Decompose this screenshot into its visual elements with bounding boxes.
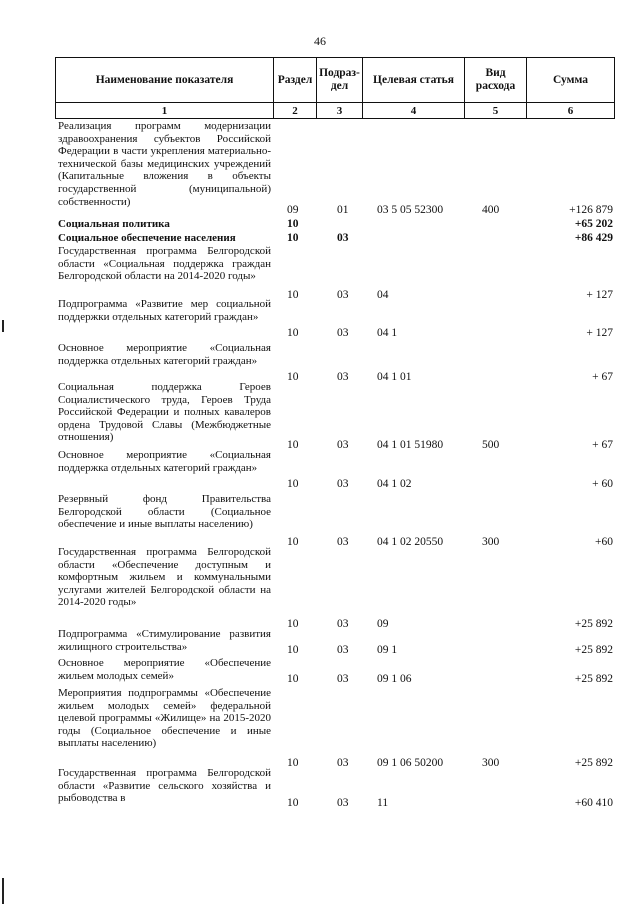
- row-razdel: 10: [287, 478, 299, 490]
- row-summa: +86 429: [574, 232, 613, 244]
- header-vid: Вид расхода: [464, 57, 527, 103]
- row-razdel: 10: [287, 797, 299, 809]
- scan-artifact: [2, 320, 4, 332]
- row-razdel: 10: [287, 439, 299, 451]
- row-podrazdel: 03: [337, 232, 349, 244]
- row-statya: 09 1 06: [377, 673, 412, 685]
- header-summa: Сумма: [526, 57, 615, 103]
- row-summa: + 127: [586, 289, 613, 301]
- row-summa: +65 202: [574, 218, 613, 230]
- row-summa: + 60: [592, 478, 613, 490]
- row-vid: 500: [482, 439, 500, 451]
- header-razdel: Раздел: [273, 57, 317, 103]
- row-statya: 09 1 06 50200: [377, 757, 444, 769]
- row-vid: 300: [482, 757, 500, 769]
- page-number: 46: [314, 34, 326, 48]
- row-summa: +25 892: [574, 618, 613, 630]
- scan-artifact: [2, 878, 4, 904]
- row-razdel: 10: [287, 618, 299, 630]
- row-statya: 04 1 02: [377, 478, 412, 490]
- row-podrazdel: 03: [337, 536, 349, 548]
- row-name: Подпрограмма «Стимулирование развития жилищного строительства»: [58, 628, 271, 653]
- row-name: Основное мероприятие «Обеспечение жильем молодых семей»: [58, 657, 271, 682]
- row-summa: +25 892: [574, 644, 613, 656]
- row-name: Государственная программа Белгородской области «Развитие сельского хозяйства и рыбоводства в: [58, 767, 271, 805]
- row-razdel: 10: [287, 673, 299, 685]
- header-num-2: 2: [273, 102, 317, 119]
- row-statya: 09 1: [377, 644, 398, 656]
- row-podrazdel: 01: [337, 204, 349, 216]
- header-num-4: 4: [362, 102, 465, 119]
- row-razdel: 10: [287, 644, 299, 656]
- row-razdel: 09: [287, 204, 299, 216]
- row-razdel: 10: [287, 371, 299, 383]
- row-summa: +60: [595, 536, 613, 548]
- row-name: Социальное обеспечение населения: [58, 232, 236, 244]
- table-body: [55, 119, 615, 899]
- row-podrazdel: 03: [337, 644, 349, 656]
- row-name: Основное мероприятие «Социальная поддержка отдельных категорий граждан»: [58, 342, 271, 367]
- row-name: Основное мероприятие «Социальная поддержка отдельных категорий граждан»: [58, 449, 271, 474]
- row-podrazdel: 03: [337, 618, 349, 630]
- header-num-5: 5: [464, 102, 527, 119]
- row-statya: 04 1 01: [377, 371, 412, 383]
- row-podrazdel: 03: [337, 478, 349, 490]
- header-num-6: 6: [526, 102, 615, 119]
- row-razdel: 10: [287, 289, 299, 301]
- row-statya: 04: [377, 289, 389, 301]
- row-podrazdel: 03: [337, 797, 349, 809]
- row-summa: +126 879: [569, 204, 613, 216]
- header-name: Наименование показателя: [55, 57, 274, 103]
- row-name: Социальная поддержка Героев Социалистического труда, Героев Труда Российской Федерации и полных кавалеров ордена Трудовой Славы (Межбюджетные отношения): [58, 381, 271, 444]
- table-header: [55, 57, 615, 119]
- row-podrazdel: 03: [337, 327, 349, 339]
- header-statya: Целевая статья: [362, 57, 465, 103]
- row-statya: 04 1: [377, 327, 398, 339]
- row-summa: + 67: [592, 371, 613, 383]
- row-summa: +25 892: [574, 673, 613, 685]
- header-podrazdel: Подраз-дел: [316, 57, 363, 103]
- row-statya: 04 1 02 20550: [377, 536, 444, 548]
- row-name: Государственная программа Белгородской области «Социальная поддержка граждан Белгородской области на 2014-2020 годы»: [58, 245, 271, 283]
- row-razdel: 10: [287, 757, 299, 769]
- row-podrazdel: 03: [337, 371, 349, 383]
- row-summa: +25 892: [574, 757, 613, 769]
- row-razdel: 10: [287, 536, 299, 548]
- row-vid: 400: [482, 204, 500, 216]
- row-razdel: 10: [287, 218, 299, 230]
- row-podrazdel: 03: [337, 289, 349, 301]
- row-name: Подпрограмма «Развитие мер социальной поддержки отдельных категорий граждан»: [58, 298, 271, 323]
- row-name: Реализация программ модернизации здравоохранения субъектов Российской Федерации в части укрепления материально-технической базы медицинских учреждений (Капитальные вложения в объекты государственной (муниципальной) собственности): [58, 120, 271, 208]
- row-summa: + 67: [592, 439, 613, 451]
- row-summa: + 127: [586, 327, 613, 339]
- row-name: Государственная программа Белгородской области «Обеспечение доступным и комфортным жильем и коммунальными услугами жителей Белгородской области на 2014-2020 годы»: [58, 546, 271, 609]
- row-summa: +60 410: [574, 797, 613, 809]
- row-statya: 11: [377, 797, 389, 809]
- row-statya: 03 5 05 52300: [377, 204, 444, 216]
- row-name: Резервный фонд Правительства Белгородской области (Социальное обеспечение и иные выплаты населению): [58, 493, 271, 531]
- row-name: Мероприятия подпрограммы «Обеспечение жильем молодых семей» федеральной целевой программы «Жилище» на 2015-2020 годы (Социальное обеспечение и иные выплаты населению): [58, 687, 271, 750]
- row-razdel: 10: [287, 327, 299, 339]
- row-podrazdel: 03: [337, 757, 349, 769]
- header-num-3: 3: [316, 102, 363, 119]
- row-statya: 04 1 01 51980: [377, 439, 444, 451]
- row-name: Социальная политика: [58, 218, 170, 230]
- row-statya: 09: [377, 618, 389, 630]
- row-podrazdel: 03: [337, 673, 349, 685]
- header-num-1: 1: [55, 102, 274, 119]
- row-vid: 300: [482, 536, 500, 548]
- row-razdel: 10: [287, 232, 299, 244]
- row-podrazdel: 03: [337, 439, 349, 451]
